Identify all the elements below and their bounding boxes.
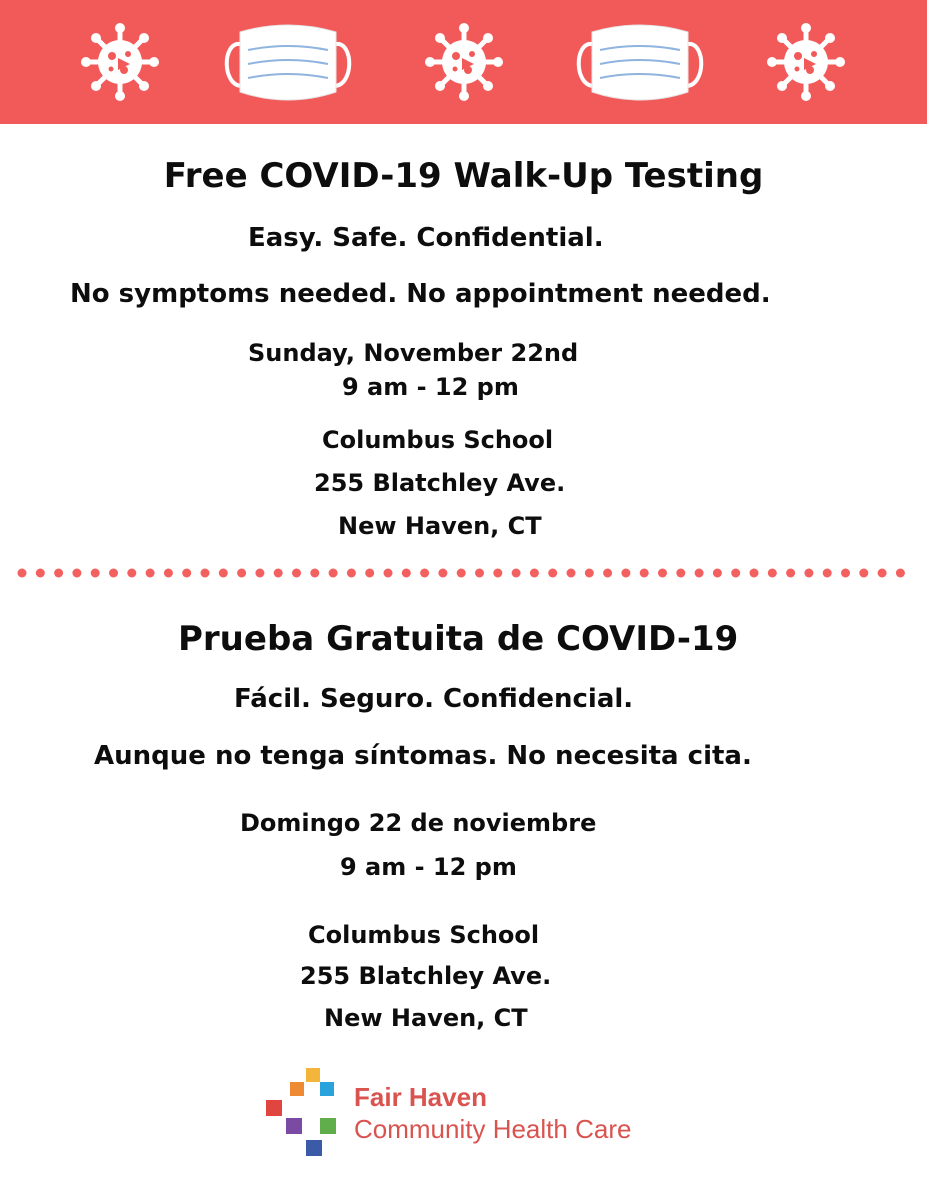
divider-dot xyxy=(750,569,759,578)
face-mask-icon xyxy=(570,4,710,114)
english-city: New Haven, CT xyxy=(338,512,542,540)
logo-tagline: Community Health Care xyxy=(354,1114,632,1144)
virus-icon xyxy=(766,22,846,102)
divider-dot xyxy=(548,569,557,578)
virus-icon xyxy=(80,22,160,102)
logo-name: Fair Haven xyxy=(354,1082,487,1112)
english-time: 9 am - 12 pm xyxy=(342,373,519,401)
divider-dot xyxy=(420,569,429,578)
divider-dot xyxy=(457,569,466,578)
divider-dot xyxy=(255,569,264,578)
divider-dot xyxy=(219,569,228,578)
dotted-divider xyxy=(0,563,927,583)
divider-dot xyxy=(72,569,81,578)
divider-dot xyxy=(475,569,484,578)
english-title: Free COVID-19 Walk-Up Testing xyxy=(163,156,764,196)
divider-dot xyxy=(182,569,191,578)
spanish-tagline: Fácil. Seguro. Confidencial. xyxy=(234,684,634,714)
virus-icon xyxy=(424,22,504,102)
fair-haven-logo xyxy=(266,1066,686,1161)
english-venue: Columbus School xyxy=(322,426,554,454)
cross-mosaic-icon xyxy=(266,1066,350,1161)
divider-dot xyxy=(859,569,868,578)
divider-dot xyxy=(567,569,576,578)
english-tagline: Easy. Safe. Confidential. xyxy=(248,223,604,253)
divider-dot xyxy=(127,569,136,578)
divider-dot xyxy=(402,569,411,578)
divider-dot xyxy=(310,569,319,578)
divider-dot xyxy=(91,569,100,578)
divider-dot xyxy=(621,569,630,578)
divider-dot xyxy=(237,569,246,578)
divider-dot xyxy=(164,569,173,578)
spanish-street: 255 Blatchley Ave. xyxy=(300,962,552,990)
divider-dot xyxy=(896,569,905,578)
divider-dot xyxy=(347,569,356,578)
english-date: Sunday, November 22nd xyxy=(248,339,579,367)
divider-dot xyxy=(384,569,393,578)
divider-dot xyxy=(109,569,118,578)
divider-dot xyxy=(36,569,45,578)
divider-dot xyxy=(695,569,704,578)
divider-dot xyxy=(493,569,502,578)
divider-dot xyxy=(585,569,594,578)
divider-dot xyxy=(786,569,795,578)
divider-dot xyxy=(292,569,301,578)
spanish-time: 9 am - 12 pm xyxy=(340,853,517,881)
divider-dot xyxy=(18,569,27,578)
divider-dot xyxy=(201,569,210,578)
english-note: No symptoms needed. No appointment needed. xyxy=(70,279,771,309)
face-mask-icon xyxy=(218,4,358,114)
divider-dot xyxy=(603,569,612,578)
spanish-venue: Columbus School xyxy=(308,921,540,949)
divider-dot xyxy=(841,569,850,578)
divider-dot xyxy=(823,569,832,578)
english-street: 255 Blatchley Ave. xyxy=(314,469,566,497)
divider-dot xyxy=(438,569,447,578)
spanish-note: Aunque no tenga síntomas. No necesita cita. xyxy=(94,741,752,771)
divider-dot xyxy=(530,569,539,578)
divider-dot xyxy=(329,569,338,578)
divider-dot xyxy=(768,569,777,578)
header-banner xyxy=(0,0,927,124)
spanish-date: Domingo 22 de noviembre xyxy=(240,809,597,837)
spanish-title: Prueba Gratuita de COVID-19 xyxy=(178,619,739,659)
divider-dot xyxy=(640,569,649,578)
divider-dot xyxy=(713,569,722,578)
spanish-city: New Haven, CT xyxy=(324,1004,528,1032)
divider-dot xyxy=(54,569,63,578)
divider-dot xyxy=(512,569,521,578)
divider-dot xyxy=(274,569,283,578)
divider-dot xyxy=(146,569,155,578)
divider-dot xyxy=(365,569,374,578)
divider-dot xyxy=(658,569,667,578)
divider-dot xyxy=(804,569,813,578)
divider-dot xyxy=(731,569,740,578)
divider-dot xyxy=(878,569,887,578)
divider-dot xyxy=(676,569,685,578)
